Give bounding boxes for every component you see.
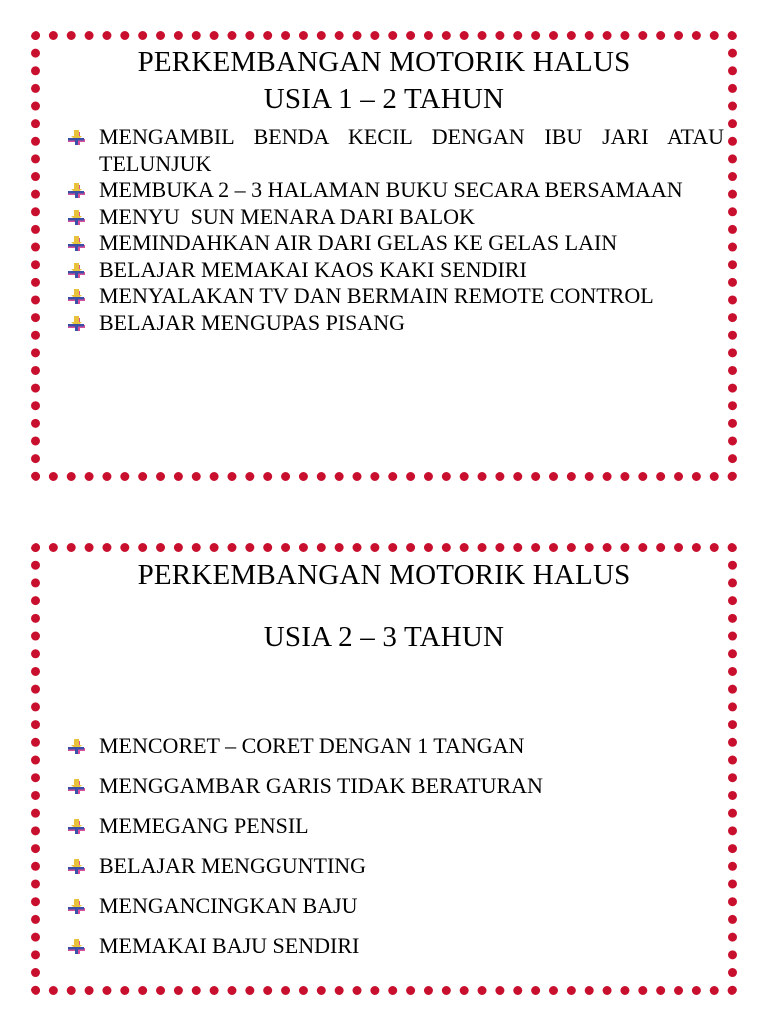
arrow-bullet-icon <box>68 899 86 915</box>
list-item <box>64 283 724 310</box>
list-item-text: MEMINDAHKAN AIR DARI GELAS KE GELAS LAIN <box>99 230 618 255</box>
arrow-bullet-icon <box>68 236 86 252</box>
arrow-bullet-icon <box>68 939 86 955</box>
list-item-text: MEMAKAI BAJU SENDIRI <box>99 933 360 958</box>
arrow-bullet-icon <box>68 859 86 875</box>
arrow-bullet-icon <box>68 779 86 795</box>
list-item <box>64 177 724 204</box>
list-item <box>64 773 724 800</box>
card-usia-2-3 <box>31 543 737 995</box>
list-item-text: MENCORET – CORET DENGAN 1 TANGAN <box>99 733 525 758</box>
list-item <box>64 230 724 257</box>
list-item <box>64 893 724 920</box>
skill-list <box>64 733 724 973</box>
list-item-text: MENYU SUN MENARA DARI BALOK <box>99 203 475 229</box>
list-item-text: MENGANCINGKAN BAJU <box>99 893 358 918</box>
skill-list <box>64 124 724 336</box>
list-item-text: BELAJAR MENGGUNTING <box>99 853 367 878</box>
arrow-bullet-icon <box>68 316 86 332</box>
arrow-bullet-icon <box>68 819 86 835</box>
arrow-bullet-icon <box>68 289 86 305</box>
list-item <box>64 310 724 337</box>
list-item <box>64 257 724 284</box>
arrow-bullet-icon <box>68 130 86 146</box>
card-usia-1-2 <box>31 31 737 481</box>
card-subtitle: USIA 1 – 2 TAHUN <box>263 83 505 115</box>
list-item-text: BELAJAR MENGUPAS PISANG <box>99 309 406 335</box>
arrow-bullet-icon <box>68 739 86 755</box>
list-item <box>64 933 724 960</box>
list-item-text: BELAJAR MEMAKAI KAOS KAKI SENDIRI <box>99 256 527 282</box>
card-title: PERKEMBANGAN MOTORIK HALUS <box>137 46 631 78</box>
arrow-bullet-icon <box>68 210 86 226</box>
arrow-bullet-icon <box>68 183 86 199</box>
list-item-text: MEMEGANG PENSIL <box>99 813 309 838</box>
list-item-text: MENYALAKAN TV DAN BERMAIN REMOTE CONTROL <box>99 283 654 308</box>
list-item-text: MEMBUKA 2 – 3 HALAMAN BUKU SECARA BERSAMAAN <box>99 177 683 202</box>
card-subtitle: USIA 2 – 3 TAHUN <box>263 621 505 653</box>
list-item <box>64 733 724 760</box>
arrow-bullet-icon <box>68 263 86 279</box>
list-item <box>64 853 724 880</box>
list-item-text: MENGGAMBAR GARIS TIDAK BERATURAN <box>99 773 543 798</box>
list-item <box>64 204 724 231</box>
list-item-text: MENGAMBIL BENDA KECIL DENGAN IBU JARI ATAU TELUNJUK <box>99 124 724 176</box>
list-item <box>64 124 724 177</box>
card-title: PERKEMBANGAN MOTORIK HALUS <box>137 559 631 591</box>
list-item <box>64 813 724 840</box>
